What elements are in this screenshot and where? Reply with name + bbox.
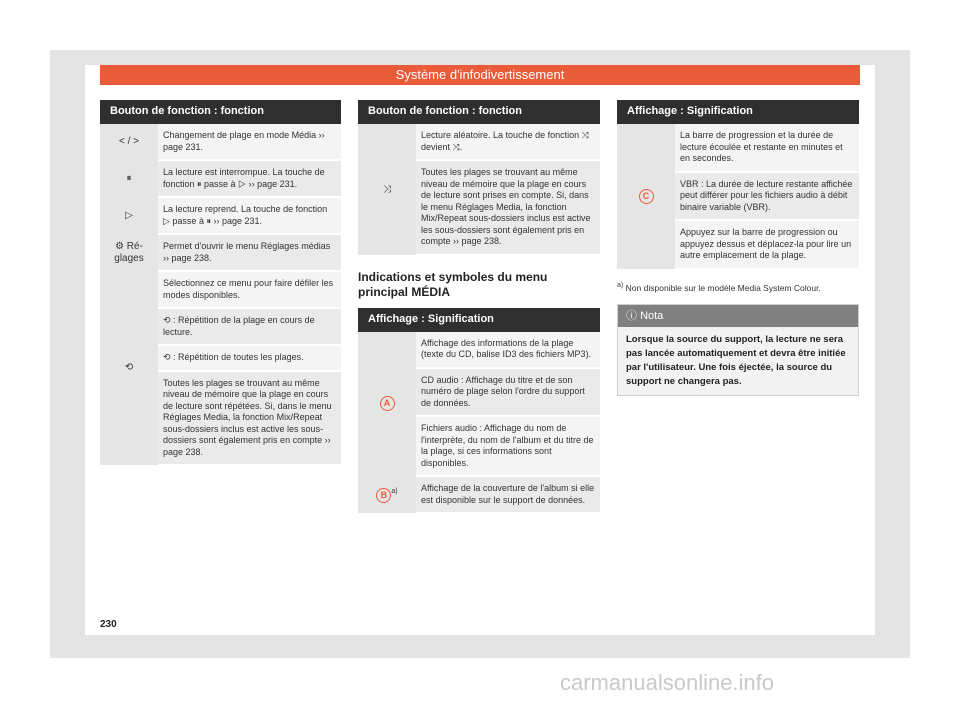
- footnote-text: Non disponible sur le modèle Media System Colour.: [625, 282, 821, 293]
- column-2: [358, 100, 600, 514]
- table-header: Bouton de fonction : fonction: [100, 100, 341, 124]
- watermark: carmanualsonline.info: [560, 670, 775, 695]
- column-3: [617, 100, 859, 396]
- row-text: Affichage des informations de la plage (texte du CD, balise ID3 des fichiers MP3).: [416, 332, 600, 368]
- prev-next-icon: < / >: [100, 124, 158, 160]
- note-text: Lorsque la source du support, la lecture ne sera pas lancée automatiquement et devra être initiée par l'utilisateur. Une fois éjectée, la source du support ne changera pas.: [618, 327, 858, 395]
- footnote: [617, 280, 859, 294]
- row-text: Changement de plage en mode Média ›› page 231.: [158, 124, 341, 160]
- note-title: Nota: [640, 309, 664, 322]
- label-a-badge: A: [380, 396, 395, 411]
- note-box: [617, 304, 859, 396]
- info-icon: ⓘ: [626, 309, 637, 322]
- function-table-2: [358, 100, 600, 256]
- row-text: Permet d'ouvrir le menu Réglages médias ›› page 238.: [158, 234, 341, 271]
- label-b-badge: B: [376, 488, 391, 503]
- footnote-ref: a): [391, 488, 398, 496]
- row-text: La barre de progression et la durée de lecture écoulée et restante en minutes et en secondes.: [675, 124, 859, 172]
- repeat-icon: ⟲: [100, 271, 158, 465]
- row-text: Sélectionnez ce menu pour faire défiler les modes disponibles.: [158, 271, 341, 308]
- column-1: [100, 100, 341, 466]
- row-text: Fichiers audio : Affichage du nom de l'interprète, du nom de l'album et du titre de la plage, si ces informations sont disponibles.: [416, 416, 600, 476]
- page-header: Système d'infodivertissement: [100, 65, 860, 85]
- table-header: Bouton de fonction : fonction: [358, 100, 600, 124]
- row-text: ⟲ : Répétition de toutes les plages.: [158, 345, 341, 371]
- settings-icon: ⚙ Ré-glages: [100, 234, 158, 271]
- row-text: Affichage de la couverture de l'album si elle est disponible sur le support de données.: [416, 476, 600, 513]
- pause-icon: ⏸: [100, 160, 158, 197]
- page-number: 230: [100, 619, 117, 630]
- note-header: [618, 305, 858, 327]
- row-text: Lecture aléatoire. La touche de fonction ⤨ devient ⤨.: [416, 124, 600, 160]
- table-header: Affichage : Signification: [358, 308, 600, 332]
- row-text: La lecture est interrompue. La touche de fonction ⏸ passe à ▷ ›› page 231.: [158, 160, 341, 197]
- row-text: CD audio : Affichage du titre et de son numéro de plage selon l'ordre du support de données.: [416, 368, 600, 417]
- display-table-2: [617, 100, 859, 270]
- row-text: ⟲ : Répétition de la plage en cours de lecture.: [158, 308, 341, 345]
- row-text: Appuyez sur la barre de progression ou appuyez dessus et déplacez-la pour lire un autre emplacement de la plage.: [675, 220, 859, 269]
- row-text: Toutes les plages se trouvant au même niveau de mémoire que la plage en cours de lecture sont répétées. Si, dans le menu Réglages Media, la fonction Mix/Repeat sous-dossiers inclus est active les sous-dossiers sont également pris en compte ›› page 238.: [158, 371, 341, 466]
- row-text: Toutes les plages se trouvant au même niveau de mémoire que la plage en cours de lecture sont prises en compte. Si, dans le menu Réglages Media, la fonction Mix/Repeat sous-dossiers inclus est active les sous-dossiers sont également pris en compte ›› page 238.: [416, 160, 600, 255]
- table-header: Affichage : Signification: [617, 100, 859, 124]
- display-table-1: [358, 308, 600, 515]
- shuffle-icon: ⤨: [358, 124, 416, 255]
- row-text: VBR : La durée de lecture restante affichée peut différer pour les fichiers audio à débit binaire variable (VBR).: [675, 172, 859, 221]
- section-title: Indications et symboles du menu principal MÉDIA: [358, 269, 548, 299]
- footnote-mark: a): [617, 280, 624, 289]
- function-table-1: [100, 100, 341, 466]
- play-icon: ▷: [100, 197, 158, 234]
- row-text: La lecture reprend. La touche de fonction ▷ passe à ⏸ ›› page 231.: [158, 197, 341, 234]
- label-c-badge: C: [639, 189, 654, 204]
